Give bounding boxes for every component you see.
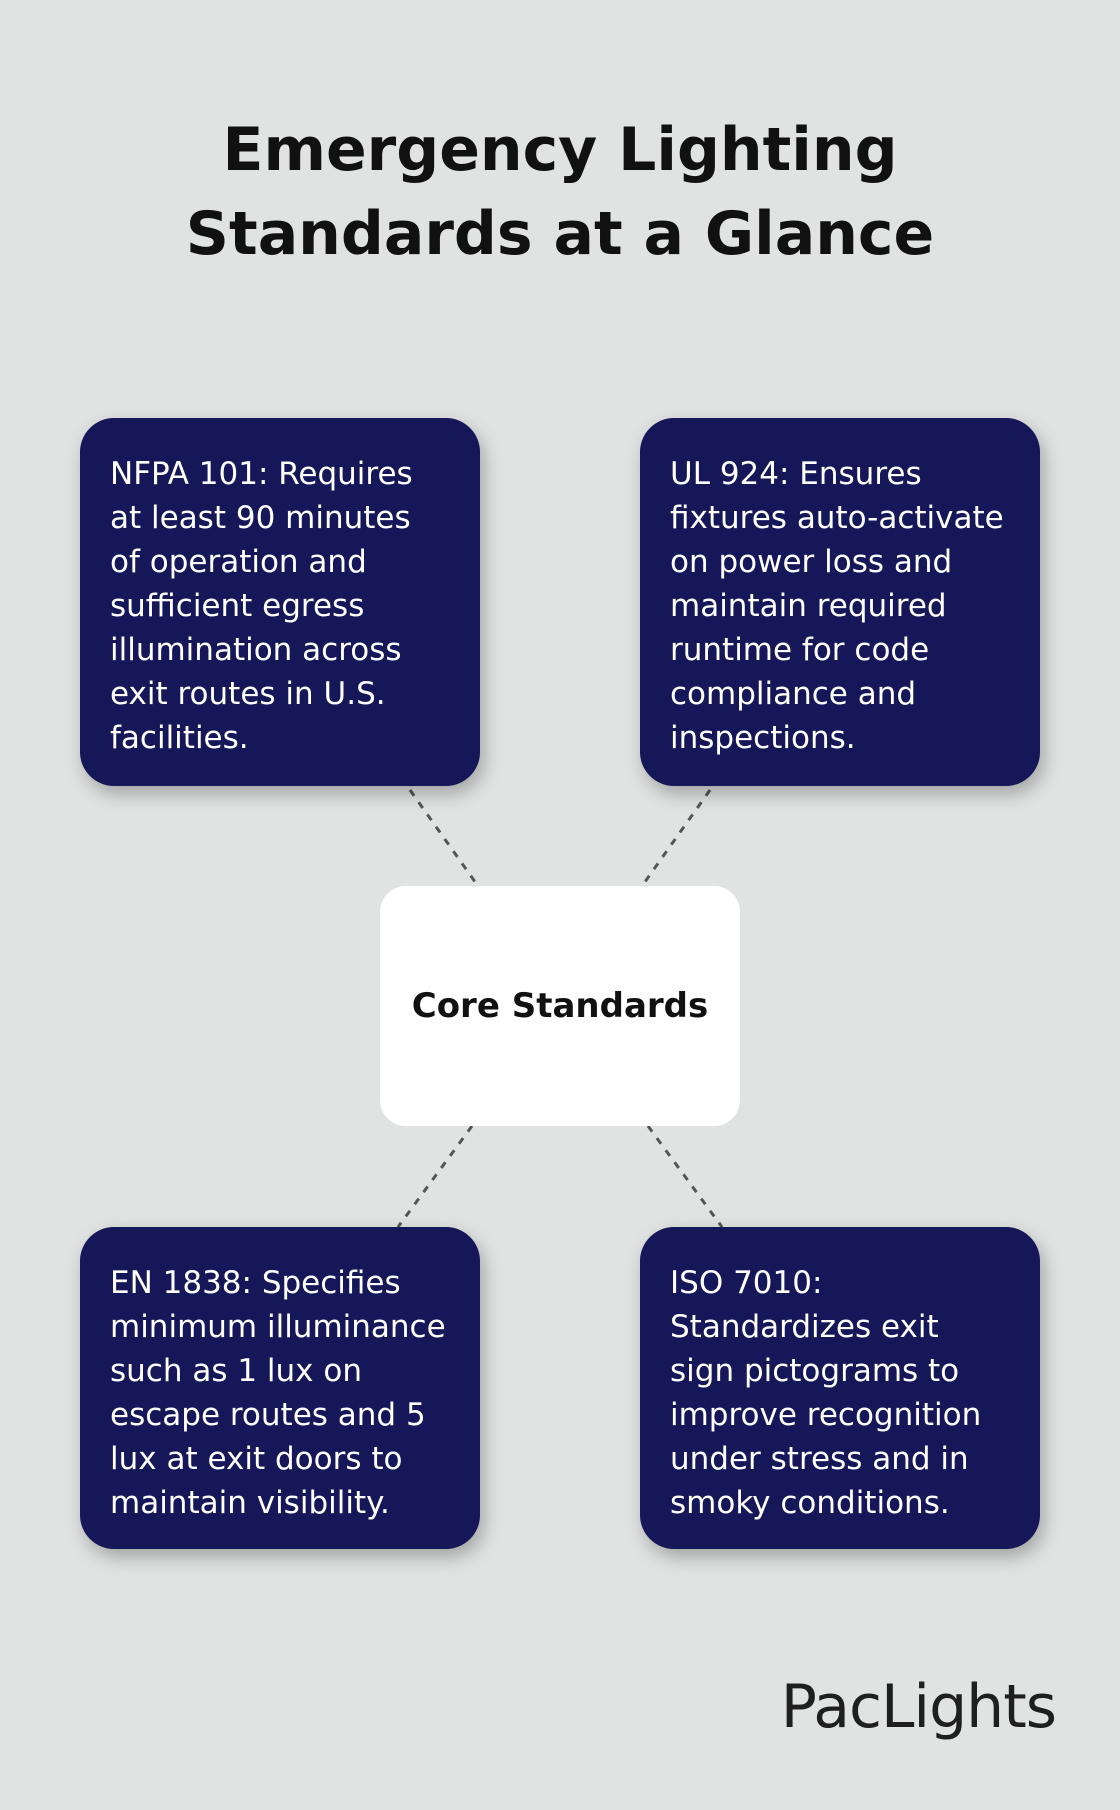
card-text: ISO 7010: Standardizes exit sign pictograms to improve recognition under stress and in smoky conditions.	[670, 1265, 982, 1521]
center-node	[380, 886, 740, 1126]
page-title: Emergency Lighting Standards at a Glance	[185, 115, 935, 269]
brand-logo: PacLights	[780, 1672, 1056, 1742]
card-en-1838	[80, 1227, 480, 1549]
connector-top-left	[410, 790, 478, 886]
connector-bottom-left	[398, 1126, 472, 1227]
card-text: UL 924: Ensures fixtures auto-activate on power loss and maintain required runtime for code compliance and inspections.	[670, 456, 1004, 756]
connector-top-right	[642, 790, 710, 886]
connector-bottom-right	[648, 1126, 722, 1227]
card-text: EN 1838: Specifies minimum illuminance such as 1 lux on escape routes and 5 lux at exit doors to maintain visibility.	[110, 1265, 446, 1521]
card-iso-7010	[640, 1227, 1040, 1549]
card-nfpa-101	[80, 418, 480, 786]
card-text: NFPA 101: Requires at least 90 minutes of operation and sufficient egress illumination across exit routes in U.S. facilities.	[110, 456, 413, 756]
center-label: Core Standards	[411, 986, 709, 1026]
card-ul-924	[640, 418, 1040, 786]
